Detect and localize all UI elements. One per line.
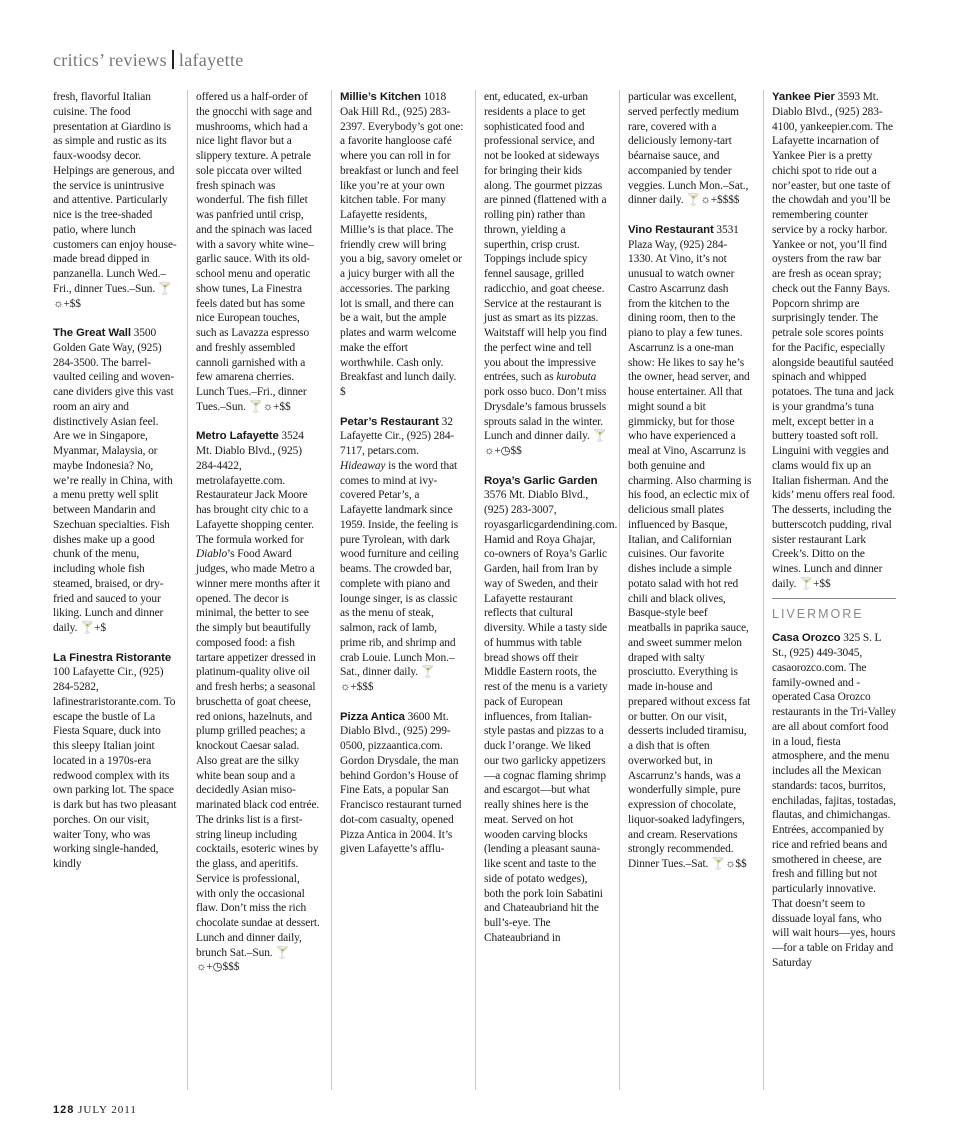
restaurant-name: Roya’s Garlic Garden: [484, 474, 598, 487]
column-6: [772, 90, 896, 971]
column-4: [484, 90, 618, 946]
review-metro-lafayette: [196, 429, 320, 975]
review-text: fresh, flavorful Italian cuisine. The food presentation at Giardino is as simple and rustic as its faux-woodsy decor. Helpings are generous, and the service is unintrusive and attentive. Particularly nice is the tree-shaded patio, where lunch customers can enjoy house-made bread dipped in panzanella. Lunch Wed.–Fri., dinner Tues.–Sun. 🍸☼+$$: [53, 91, 177, 310]
review-text: 3600 Mt. Diablo Blvd., (925) 299-0500, pizzaantica.com. Gordon Drysdale, the man behind Gordon’s House of Fine Eats, a popular San Francisco restaurant turned dot-com casualty, opened Pizza Antica in 2004. It’s given Lafayette’s afflu-: [340, 710, 462, 856]
review-text: 32 Lafayette Cir., (925) 284-7117, petars.com.: [340, 415, 455, 457]
column-3: [340, 90, 464, 857]
header-divider: [172, 50, 174, 69]
section-heading-livermore: LIVERMORE: [772, 598, 896, 622]
header-section: critics’ reviews: [53, 50, 167, 70]
review-royas-garlic-garden: [484, 474, 618, 946]
restaurant-name: Millie’s Kitchen: [340, 91, 421, 103]
review-text-part: pork osso buco. Don’t miss Drysdale’s famous brussels sprouts salad in the winter. Lunch and dinner daily. 🍸☼+◷$$: [484, 386, 607, 457]
restaurant-name: Vino Restaurant: [628, 223, 714, 236]
column-rule: [187, 90, 188, 1090]
review-text: offered us a half-order of the gnocchi with sage and mushrooms, which had a nice light flavor but a slippery texture. A petrale sole piccata over wilted fresh spinach was wonderful. The fish fillet was panfried until crisp, and the spinach was laced with a savory white wine–garlic sauce. With its old-school menu and operatic show tunes, La Finestra feels dated but has some nice European touches, such as Lavazza espresso and freshly assembled cannoli garnished with a few amarena cherries. Lunch Tues.–Fri., dinner Tues.–Sun. 🍸☼+$$: [196, 91, 314, 413]
review-text: 3531 Plaza Way, (925) 284-1330. At Vino, it’s not unusual to watch owner Castro Ascarrunz dash from the kitchen to the dining room, then to the piano to play a few tunes. Ascarrunz is a one-man show: He likes to say he’s the owner, head server, and house entertainer. All that might sound a bit gimmicky, but for those who have experienced a meal at Vino, Ascarrunz is both genuine and charming. Also charming is his food, an eclectic mix of delicious small plates influenced by Basque, Italian, and Californian cuisines. Our favorite dishes include a simple potato salad with hot red chili and black olives, Basque-style beef meatballs in paprika sauce, and sweet summer melon draped with salty prosciutto. Everything is made in-house and prepared without excess fat or butter. On our visit, desserts included tiramisu, a dish that is often overworked but, in Ascarrunz’s hands, was a wonderfully simple, pure expression of chocolate, liquor-soaked ladyfingers, and cream. Reservations strongly recommended. Dinner Tues.–Sat. 🍸☼$$: [628, 223, 752, 870]
review-text: 100 Lafayette Cir., (925) 284-5282, lafinestraristorante.com. To escape the bustle of La Fiesta Square, duck into this sleepy Italian joint located in a 1970s-era redwood complex with its own parking lot. The space is dark but has two pleasant porches. On our visit, waiter Tony, who was working single-handed, kindly: [53, 666, 177, 870]
review-text: ’s Food Award judges, who made Metro a winner mere months after it opened. The decor is minimal, the better to see the simply but beautifully composed food: a fish tartare appetizer dressed in platinum-quality olive oil and fresh herbs; a seasonal bruschetta of goat cheese, red onions, hazelnuts, and plump grilled peaches; a knockout Caesar salad. Also great are the silky white bean soup and a decidedly Asian miso-marinated black cod entrée. The drinks list is a first-string lineup including cocktails, esoteric wines by the glass, and aperitifs. Service is professional, with only the occasional flaw. Don’t miss the rich chocolate sundae at dessert. Lunch and dinner daily, brunch Sat.–Sun. 🍸☼+◷$$$: [196, 548, 320, 974]
restaurant-name: Yankee Pier: [772, 91, 835, 103]
review-vino-restaurant: [628, 223, 752, 872]
restaurant-name: Petar’s Restaurant: [340, 415, 439, 428]
column-2: [196, 90, 320, 975]
restaurant-name: The Great Wall: [53, 327, 131, 339]
column-rule: [763, 90, 764, 1090]
review-pizza-antica: [340, 710, 464, 858]
restaurant-name: Pizza Antica: [340, 710, 405, 723]
review-text: particular was excellent, served perfectly medium rare, covered with a deliciously lemony-tart béarnaise sauce, and accompanied by tender veggies. Lunch Mon.–Sat., dinner daily. 🍸☼+$$$$: [628, 91, 749, 207]
column-1: [53, 90, 177, 872]
review-text: [484, 90, 608, 459]
restaurant-name: Metro Lafayette: [196, 430, 279, 443]
review-text: 3524 Mt. Diablo Blvd., (925) 284-4422, metrolafayette.com. Restaurateur Jack Moore has brought city chic to a Lafayette shopping center. The formula worked for: [196, 430, 314, 546]
review-la-finestra: [53, 651, 177, 872]
emphasis: kurobuta: [556, 371, 597, 384]
review-text: 1018 Oak Hill Rd., (925) 283-2397. Everybody’s got one: a favorite hangloose café where you can roll in for breakfast or lunch and feel like you’re at your own kitchen table. For many Lafayette residents, Millie’s is that place. The friendly crew will bring you a big, savory omelet or a juicy burger with all the accessories. The parking lot is small, and there can be a wait, but the ample plates and warm welcome make the effort worthwhile. Cash only. Breakfast and lunch daily. $: [340, 91, 464, 398]
issue-date: JULY 2011: [78, 1104, 137, 1116]
restaurant-name: La Finestra Ristorante: [53, 651, 172, 664]
page-footer: [53, 1104, 137, 1116]
review-text: is the word that comes to mind at ivy-covered Petar’s, a Lafayette landmark since 1959. Inside, the feeling is pure Tyrolean, with dark wood furniture and ceiling beams. The crowded bar, complete with piano and lounge singer, is as classic as the menu of steak, salmon, rack of lamb, prime rib, and shrimp and crab Louie. Lunch Mon.–Sat., dinner daily. 🍸☼+$$$: [340, 459, 459, 693]
restaurant-name: Casa Orozco: [772, 632, 841, 645]
review-casa-orozco: [772, 631, 896, 970]
column-rule: [475, 90, 476, 1090]
column-rule: [331, 90, 332, 1090]
review-petars: [340, 415, 464, 695]
review-text: 3593 Mt. Diablo Blvd., (925) 283-4100, yankeepier.com. The Lafayette incarnation of Yankee Pier is a pretty chichi spot to ride out a nor’easter, but one taste of the chowdah and you’ll be remembering counter service by a rocky harbor. Yankee or not, you’ll find oysters from the raw bar are fresh as ocean spray; check out the Fanny Bays. Popcorn shrimp are surprisingly tender. The petrale sole scores points for the Pacific, especially alongside beautiful sautéed spinach and whipped potatoes. The tuna and jack is your grandma’s tuna melt, except better in a buttery toasted soft roll. Linguini with veggies and clams would fix up an Italian fisherman. And the kids’ menu offers real food. The desserts, including the butterscotch pudding, rival sister restaurant Lark Creek’s. Ditto on the wines. Lunch and dinner daily. 🍸+$$: [772, 91, 895, 590]
column-5: [628, 90, 752, 872]
emphasis: Hideaway: [340, 459, 386, 472]
review-text-part: ent, educated, ex-urban residents a place to get sophisticated food and professional service, and not be looked at sideways for bringing their kids along. The gourmet pizzas are pinned (flattened with a rolling pin) rather than thrown, yielding a superthin, crisp crust. Toppings include spicy fennel sausage, grilled radicchio, and goat cheese. Service at the restaurant is just as smart as its pizzas. Waitstaff will help you find the perfect wine and tell you about the impressive entrées, such as: [484, 91, 607, 384]
review-great-wall: [53, 326, 177, 636]
running-header: [53, 50, 244, 71]
review-text: 325 S. L St., (925) 449-3045, casaorozco.com. The family-owned and -operated Casa Orozco restaurants in the Tri-Valley are all about comfort food in a loud, fiesta atmosphere, and the menu includes all the Mexican standards: tacos, burritos, enchiladas, fajitas, tostadas, flautas, and chimichangas. Entrées, accompanied by rice and refried beans and smothered in cheese, are fresh and filling but not particularly innovative. That doesn’t seem to dissuade loyal fans, who will wait hours—yes, hours—for a table on Friday and Saturday: [772, 632, 896, 969]
header-location: lafayette: [178, 50, 244, 70]
column-rule: [619, 90, 620, 1090]
review-text: 3500 Golden Gate Way, (925) 284-3500. The barrel-vaulted ceiling and woven-cane dividers give this vast room an airy and distinctively Asian feel. Are we in Singapore, Myanmar, Malaysia, or maybe Indonesia? No, we’re really in China, with a menu pretty well split between Mandarin and Szechuan specialties. Fish dishes make up a good chunk of the menu, including whole fish steamed, braised, or dry-fried and sauced to your liking. Lunch and dinner daily. 🍸+$: [53, 327, 175, 634]
page-number: 128: [53, 1104, 75, 1116]
review-yankee-pier: [772, 90, 896, 592]
review-millies-kitchen: [340, 90, 464, 400]
review-text: 3576 Mt. Diablo Blvd., (925) 283-3007, royasgarlicgardendining.com. Hamid and Roya Ghajar, co-owners of Roya’s Garlic Garden, hail from Iran by way of Sweden, and their Lafayette restaurant reflects that cultural diversity. While a tasty side of hummus with table bread shows off their Middle Eastern roots, the rest of the menu is a variety pack of European influences, from Italian-style pastas and pizzas to a duck l’orange. We liked our two garlicky appetizers—a cognac flaming shrimp and escargot—but what really shines here is the meat. Served on hot wooden carving blocks (lending a pleasant sauna-like scent and taste to the side of potato wedges), both the pork loin Sabatini and Chateaubriand hit the bull’s-eye. The Chateaubriand in: [484, 489, 618, 944]
magazine-title: Diablo: [196, 548, 228, 561]
